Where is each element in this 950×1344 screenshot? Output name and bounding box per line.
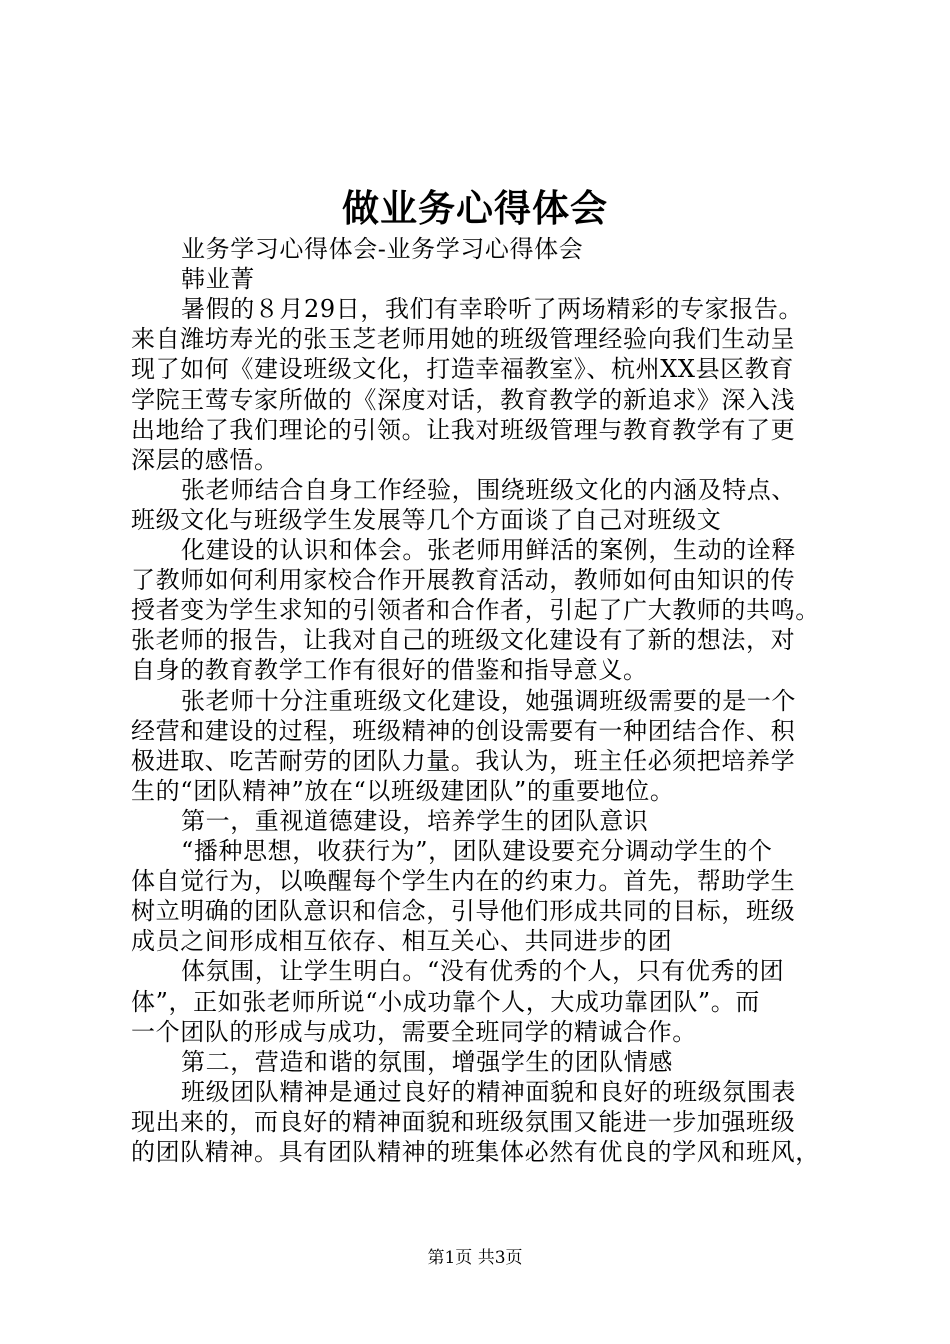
- text-line: 现出来的，而良好的精神面貌和班级氛围又能进一步加强班级: [131, 1107, 796, 1136]
- document-title: 做业务心得体会: [342, 186, 608, 230]
- text-line: 极进取、吃苦耐劳的团队力量。我认为，班主任必须把培养学: [131, 746, 796, 775]
- text-line: 张老师的报告，让我对自己的班级文化建设有了新的想法，对: [131, 626, 796, 655]
- text-line: 树立明确的团队意识和信念，引导他们形成共同的目标，班级: [131, 897, 796, 926]
- text-line: 暑假的８月29日，我们有幸聆听了两场精彩的专家报告。: [181, 295, 804, 324]
- text-line: 班级团队精神是通过良好的精神面貌和良好的班级氛围表: [181, 1077, 796, 1106]
- text-line: 第二，营造和谐的氛围，增强学生的团队情感: [181, 1047, 673, 1076]
- text-line: 张老师结合自身工作经验，围绕班级文化的内涵及特点、: [181, 475, 796, 504]
- text-line: 班级文化与班级学生发展等几个方面谈了自己对班级文: [131, 505, 722, 534]
- text-line: 现了如何《建设班级文化，打造幸福教室》、杭州XX县区教育: [131, 355, 794, 384]
- text-line: 体”，正如张老师所说“小成功靠个人，大成功靠团队”。而: [131, 987, 761, 1016]
- text-line: 学院王莺专家所做的《深度对话，教育教学的新追求》深入浅: [131, 385, 796, 414]
- text-line: 第一，重视道德建设，培养学生的团队意识: [181, 806, 649, 835]
- text-line: 授者变为学生求知的引领者和合作者，引起了广大教师的共鸣。: [131, 596, 820, 625]
- text-line: 一个团队的形成与成功，需要全班同学的精诚合作。: [131, 1017, 697, 1046]
- text-line: 生的“团队精神”放在“以班级建团队”的重要地位。: [131, 776, 675, 805]
- text-line: 的团队精神。具有团队精神的班集体必然有优良的学风和班风，: [131, 1138, 820, 1166]
- text-line: 来自潍坊寿光的张玉芝老师用她的班级管理经验向我们生动呈: [131, 325, 796, 354]
- text-line: 深层的感悟。: [131, 445, 279, 474]
- text-line: 化建设的认识和体会。张老师用鲜活的案例，生动的诠释: [181, 536, 796, 564]
- text-line: “播种思想，收获行为”，团队建设要充分调动学生的个: [181, 837, 773, 865]
- text-line: 了教师如何利用家校合作开展教育活动，教师如何由知识的传: [131, 566, 796, 595]
- text-line: 业务学习心得体会-业务学习心得体会: [181, 235, 584, 263]
- text-line: 体自觉行为，以唤醒每个学生内在的约束力。首先，帮助学生: [131, 867, 796, 896]
- text-line: 韩业菁: [181, 265, 255, 294]
- text-line: 自身的教育教学工作有很好的借鉴和指导意义。: [131, 656, 648, 685]
- page-footer: 第1页 共3页: [427, 1248, 523, 1268]
- text-line: 体氛围，让学生明白。“没有优秀的个人，只有优秀的团: [181, 957, 785, 986]
- text-line: 出地给了我们理论的引领。让我对班级管理与教育教学有了更: [131, 415, 796, 444]
- text-line: 成员之间形成相互依存、相互关心、共同进步的团: [131, 927, 673, 956]
- text-line: 张老师十分注重班级文化建设，她强调班级需要的是一个: [181, 686, 796, 715]
- text-line: 经营和建设的过程，班级精神的创设需要有一种团结合作、积: [131, 716, 796, 745]
